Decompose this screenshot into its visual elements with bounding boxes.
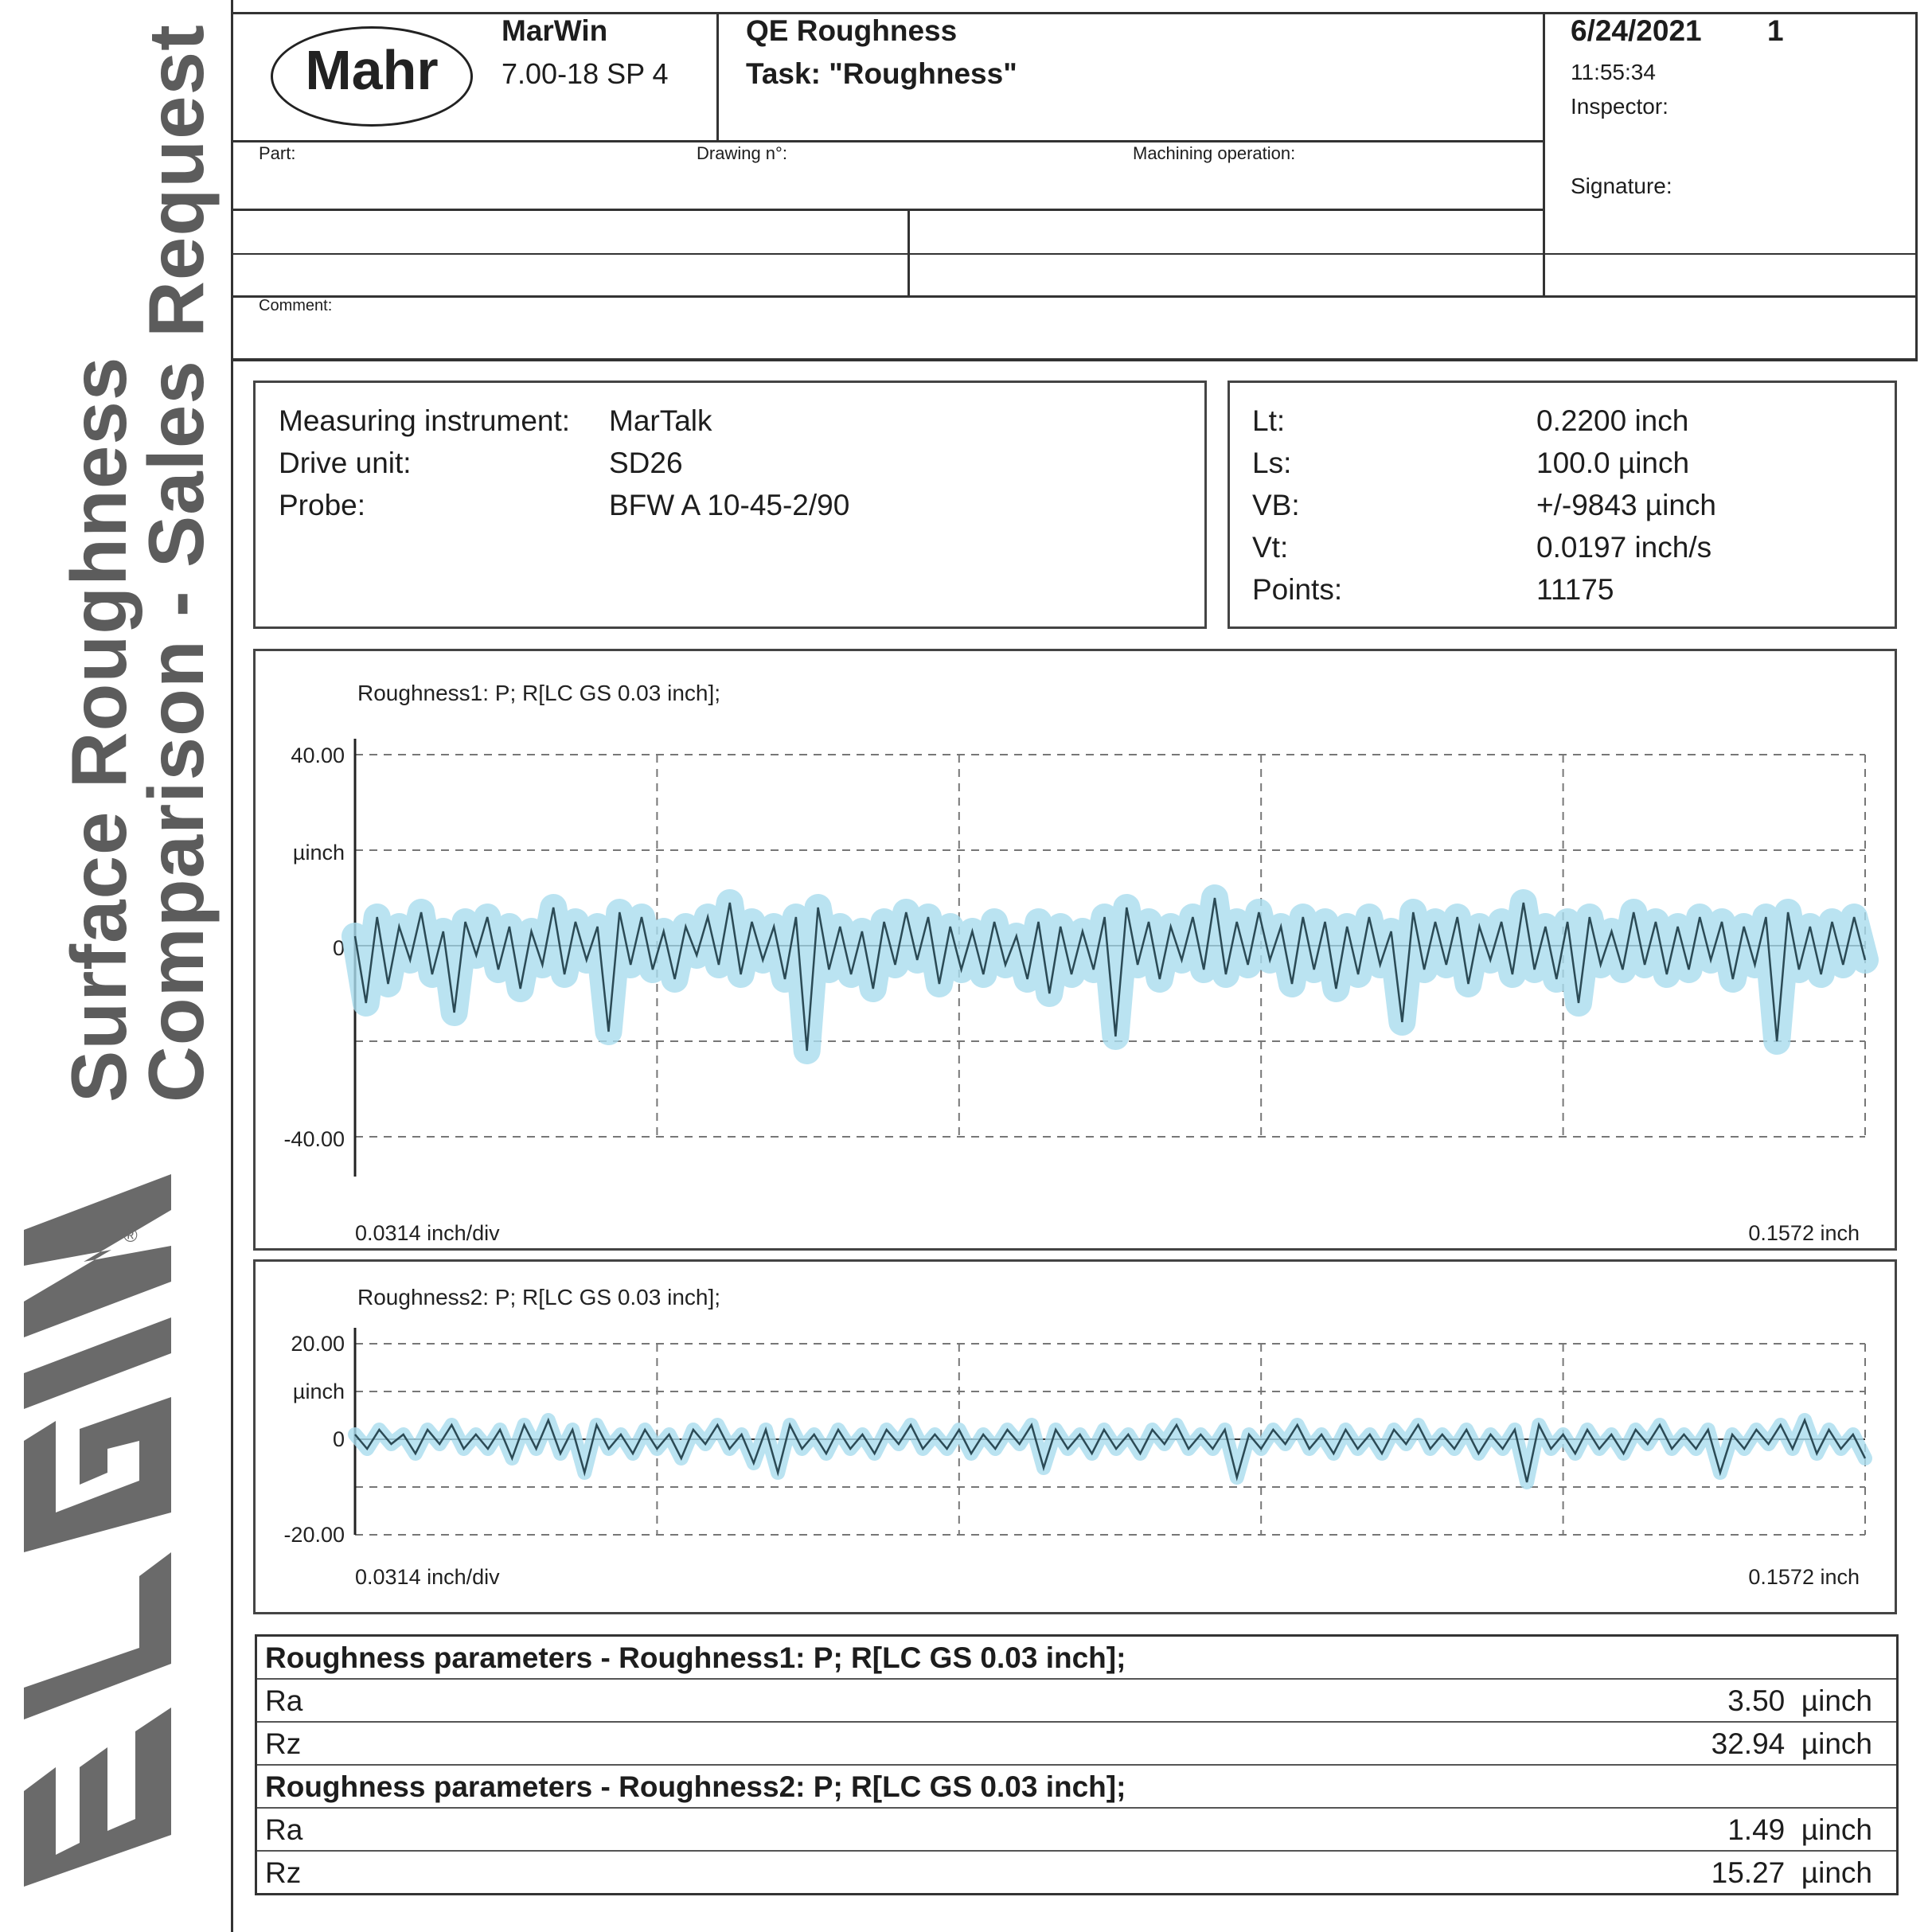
header-divider xyxy=(907,209,910,297)
table-row xyxy=(257,1723,1896,1766)
group2-ra-label: Ra xyxy=(265,1813,303,1846)
table-row xyxy=(257,1637,1896,1680)
measuring-instrument-label: Measuring instrument: xyxy=(279,404,571,437)
group1-rz-label: Rz xyxy=(265,1727,302,1760)
group2-title: Roughness parameters - Roughness2: P; R[LC GS 0.03 inch]; xyxy=(265,1770,1126,1803)
task-name: Task: "Roughness" xyxy=(746,57,1017,90)
header-divider xyxy=(231,209,1544,211)
chart1-x-end-label: 0.1572 inch xyxy=(1748,1221,1860,1245)
chart1-x-scale-label: 0.0314 inch/div xyxy=(355,1221,500,1245)
software-version: 7.00-18 SP 4 xyxy=(502,57,669,90)
chart2-ytick-top: 20.00 xyxy=(291,1332,345,1356)
group1-rz-unit: µinch xyxy=(1801,1727,1872,1760)
header-divider xyxy=(231,295,1917,298)
table-row xyxy=(257,1680,1896,1723)
vb-value: +/-9843 µinch xyxy=(1536,489,1716,521)
mahr-logo-text: Mahr xyxy=(305,39,439,101)
chart2-highlight-band xyxy=(355,1420,1865,1482)
group1-ra-unit: µinch xyxy=(1801,1684,1872,1717)
part-label: Part: xyxy=(259,143,296,163)
chart2-ytick-zero: 0 xyxy=(332,1427,345,1451)
drawing-label: Drawing n°: xyxy=(697,143,787,163)
group2-rz-unit: µinch xyxy=(1801,1856,1872,1889)
comment-label: Comment: xyxy=(259,297,333,314)
header-divider xyxy=(231,140,1544,142)
group1-ra-label: Ra xyxy=(265,1684,303,1717)
chart1-ytick-bottom: -40.00 xyxy=(283,1127,345,1151)
banner-title-line2: Comparison - Sales Request xyxy=(132,24,220,1103)
roughness1-chart-panel xyxy=(253,649,1897,1251)
vt-label: Vt: xyxy=(1252,531,1289,564)
group1-rz-value: 32.94 xyxy=(1711,1727,1786,1760)
group2-rz-value: 15.27 xyxy=(1711,1856,1786,1889)
probe-label: Probe: xyxy=(279,489,366,521)
roughness-parameters-table xyxy=(255,1634,1899,1895)
banner-title-line1: Surface Roughness xyxy=(55,356,142,1103)
signature-label: Signature: xyxy=(1571,174,1672,198)
points-value: 11175 xyxy=(1536,573,1614,606)
group1-title: Roughness parameters - Roughness1: P; R[LC GS 0.03 inch]; xyxy=(265,1641,1126,1674)
probe-value: BFW A 10-45-2/90 xyxy=(609,489,850,521)
header-divider xyxy=(231,253,1917,255)
program-name: QE Roughness xyxy=(746,14,958,47)
left-banner xyxy=(0,0,227,1932)
roughness1-chart xyxy=(256,651,1895,1248)
group2-ra-value: 1.49 xyxy=(1727,1813,1786,1846)
drive-unit-value: SD26 xyxy=(609,447,683,479)
lt-value: 0.2200 inch xyxy=(1536,404,1689,437)
elgin-logo xyxy=(0,1122,215,1918)
chart2-ytick-bottom: -20.00 xyxy=(283,1523,345,1547)
ls-label: Ls: xyxy=(1252,447,1292,479)
vb-label: VB: xyxy=(1252,489,1300,521)
report-time: 11:55:34 xyxy=(1571,60,1656,84)
chart1-ylabel: µinch xyxy=(292,841,345,865)
chart2-title: Roughness2: P; R[LC GS 0.03 inch]; xyxy=(357,1285,721,1309)
table-row xyxy=(257,1766,1896,1809)
ls-value: 100.0 µinch xyxy=(1536,447,1690,479)
chart2-x-end-label: 0.1572 inch xyxy=(1748,1565,1860,1589)
roughness2-chart xyxy=(256,1262,1895,1612)
points-label: Points: xyxy=(1252,573,1343,606)
lt-label: Lt: xyxy=(1252,404,1286,437)
roughness2-chart-panel xyxy=(253,1259,1897,1614)
chart1-ytick-zero: 0 xyxy=(332,936,345,960)
table-row xyxy=(257,1809,1896,1852)
group1-ra-value: 3.50 xyxy=(1727,1684,1786,1717)
page-number: 1 xyxy=(1767,14,1784,47)
table-row xyxy=(257,1852,1896,1893)
machining-label: Machining operation: xyxy=(1133,143,1296,163)
chart1-title: Roughness1: P; R[LC GS 0.03 inch]; xyxy=(357,681,721,705)
group2-ra-unit: µinch xyxy=(1801,1813,1872,1846)
inspector-label: Inspector: xyxy=(1571,94,1669,119)
chart1-ytick-top: 40.00 xyxy=(291,744,345,767)
measuring-instrument-value: MarTalk xyxy=(609,404,712,437)
software-name: MarWin xyxy=(502,14,608,47)
chart2-x-scale-label: 0.0314 inch/div xyxy=(355,1565,500,1589)
chart2-ylabel: µinch xyxy=(292,1380,345,1403)
header-divider xyxy=(716,12,719,142)
registered-mark: ® xyxy=(123,1225,138,1247)
vt-value: 0.0197 inch/s xyxy=(1536,531,1712,564)
drive-unit-label: Drive unit: xyxy=(279,447,412,479)
report-date: 6/24/2021 xyxy=(1571,14,1702,47)
group2-rz-label: Rz xyxy=(265,1856,302,1889)
